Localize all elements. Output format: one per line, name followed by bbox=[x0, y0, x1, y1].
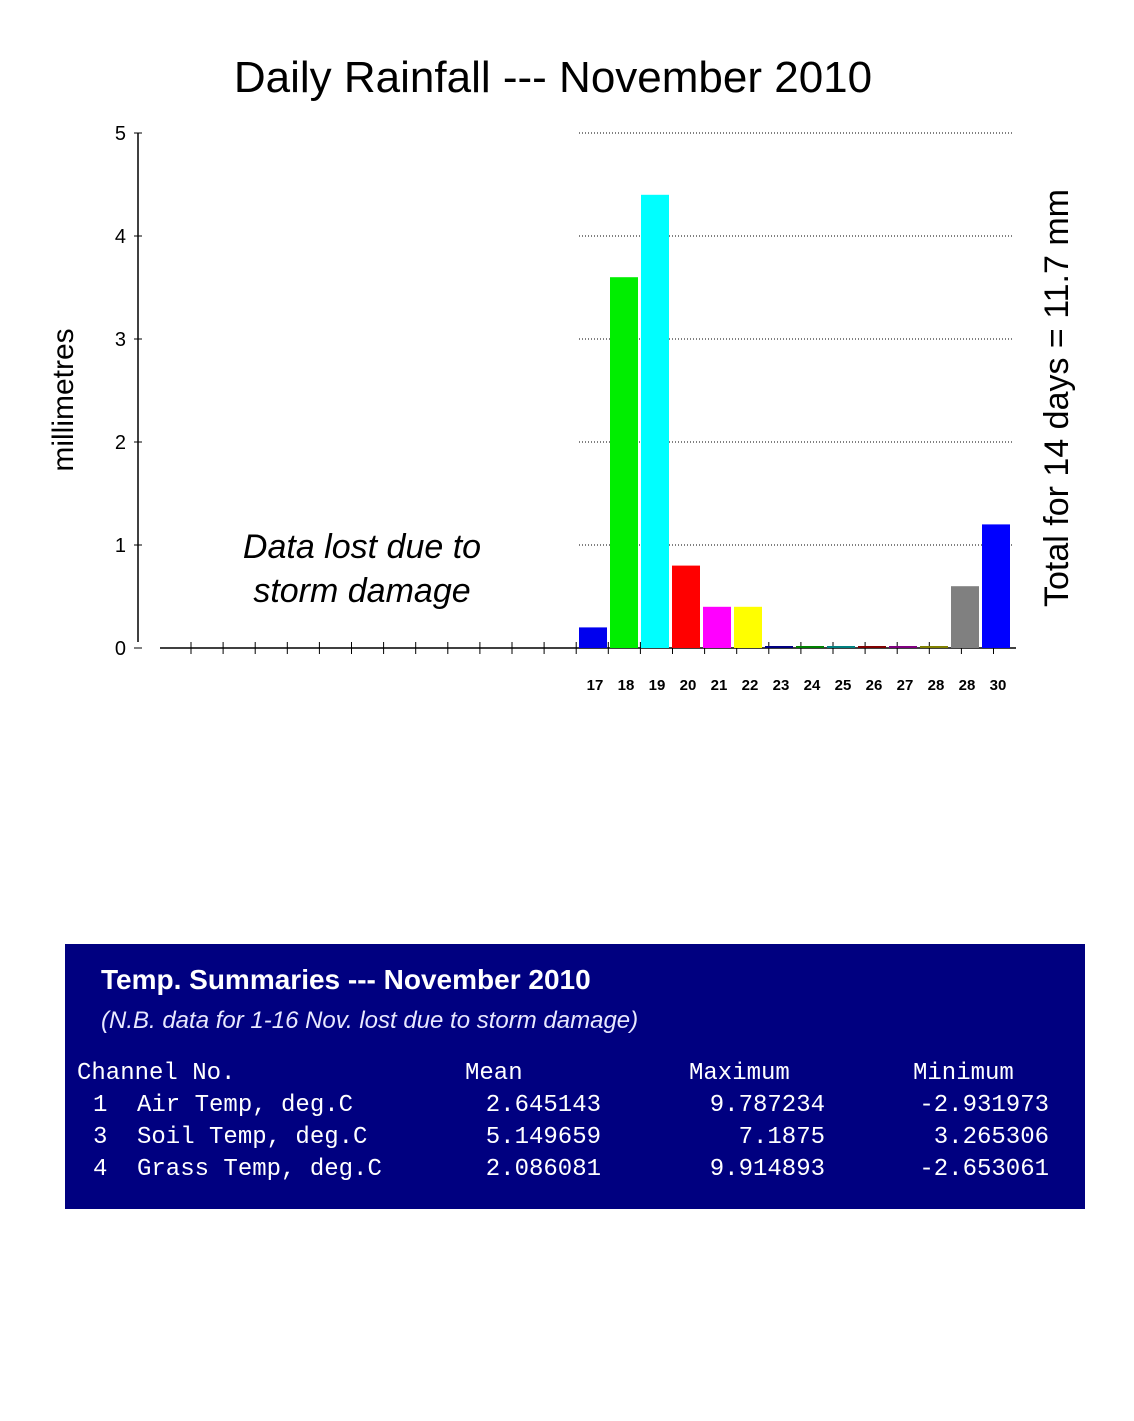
channel-name: Grass Temp, deg.C bbox=[137, 1156, 382, 1183]
channel-name: Air Temp, deg.C bbox=[137, 1092, 354, 1119]
bar-30 bbox=[982, 524, 1010, 648]
summary-note: (N.B. data for 1-16 Nov. lost due to storm damage) bbox=[101, 1007, 639, 1034]
x-tick-label: 20 bbox=[679, 677, 697, 694]
y-tick-label: 1 bbox=[114, 535, 126, 557]
header-minimum: Minimum bbox=[913, 1060, 1014, 1087]
x-tick-label: 19 bbox=[648, 677, 666, 694]
x-tick-label: 24 bbox=[803, 677, 821, 694]
x-tick-label: 21 bbox=[710, 677, 728, 694]
channel-number: 1 bbox=[93, 1092, 108, 1119]
bar-26 bbox=[858, 646, 886, 648]
mean-value: 2.645143 bbox=[485, 1092, 601, 1119]
header-maximum: Maximum bbox=[689, 1060, 790, 1087]
bar-25 bbox=[827, 646, 855, 648]
mean-value: 2.086081 bbox=[485, 1156, 601, 1183]
x-tick-label: 30 bbox=[989, 677, 1007, 694]
chart-title: Daily Rainfall --- November 2010 bbox=[233, 53, 873, 102]
min-value: 3.265306 bbox=[933, 1124, 1049, 1151]
x-tick-label: 22 bbox=[741, 677, 759, 694]
bar-21 bbox=[703, 607, 731, 648]
temp-summary-panel bbox=[65, 944, 1085, 1209]
max-value: 9.787234 bbox=[709, 1092, 825, 1119]
annotation-line-2: storm damage bbox=[253, 572, 471, 610]
total-label: Total for 14 days = 11.7 mm bbox=[1038, 189, 1076, 607]
bar-23 bbox=[765, 646, 793, 648]
min-value: -2.653061 bbox=[919, 1156, 1049, 1183]
min-value: -2.931973 bbox=[919, 1092, 1049, 1119]
header-mean: Mean bbox=[465, 1060, 523, 1087]
x-tick-label: 25 bbox=[834, 677, 852, 694]
y-tick-label: 0 bbox=[114, 638, 126, 660]
x-tick-label: 18 bbox=[617, 677, 635, 694]
bar-28 bbox=[920, 646, 948, 648]
x-tick-label: 28 bbox=[958, 677, 976, 694]
max-value: 7.1875 bbox=[738, 1124, 825, 1151]
channel-name: Soil Temp, deg.C bbox=[137, 1124, 368, 1151]
y-tick-label: 5 bbox=[114, 123, 126, 145]
bar-24 bbox=[796, 646, 824, 648]
mean-value: 5.149659 bbox=[485, 1124, 601, 1151]
bar-19 bbox=[641, 195, 669, 648]
y-axis-label: millimetres bbox=[47, 328, 80, 472]
x-tick-label: 23 bbox=[772, 677, 790, 694]
channel-number: 3 bbox=[93, 1124, 108, 1151]
y-tick-label: 3 bbox=[114, 329, 126, 351]
bar-27 bbox=[889, 646, 917, 648]
x-tick-label: 27 bbox=[896, 677, 914, 694]
channel-number: 4 bbox=[93, 1156, 108, 1183]
x-tick-label: 28 bbox=[927, 677, 945, 694]
header-channel: Channel No. bbox=[77, 1060, 236, 1087]
bar-17 bbox=[579, 627, 607, 648]
bar-22 bbox=[734, 607, 762, 648]
y-tick-label: 4 bbox=[114, 226, 126, 248]
summary-title: Temp. Summaries --- November 2010 bbox=[101, 964, 591, 995]
max-value: 9.914893 bbox=[709, 1156, 825, 1183]
bar-28 bbox=[951, 586, 979, 648]
bar-18 bbox=[610, 277, 638, 648]
annotation-line-1: Data lost due to bbox=[242, 528, 482, 566]
x-tick-label: 26 bbox=[865, 677, 883, 694]
x-tick-label: 17 bbox=[586, 677, 604, 694]
bar-20 bbox=[672, 566, 700, 648]
y-tick-label: 2 bbox=[114, 432, 126, 454]
